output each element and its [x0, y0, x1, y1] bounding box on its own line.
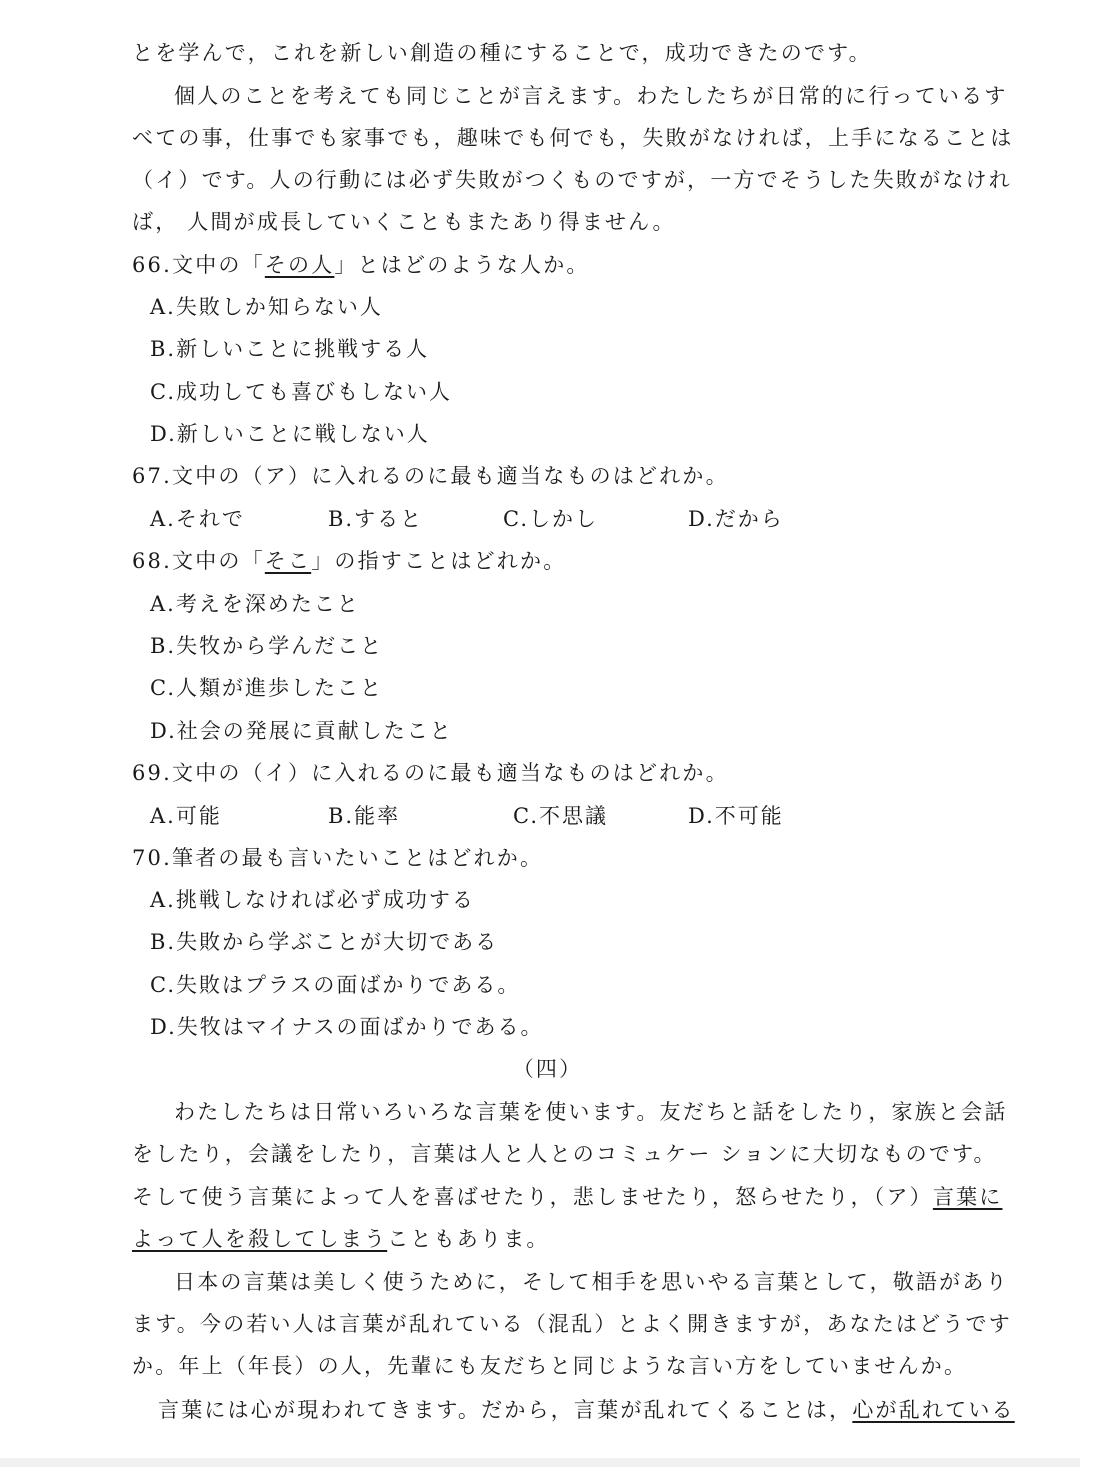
question-66-prefix: 66.文中の「 [132, 253, 265, 277]
passage-line: わたしたちは日常いろいろな言葉を使います。友だちと話をしたり，家族と会話 [174, 1100, 1008, 1124]
passage-text: そして使う言葉によって人を喜ばせたり，悲しませたり，怒らせたり，（ア） [132, 1185, 933, 1209]
question-68 [132, 546, 962, 576]
question-68-underlined: そこ [264, 549, 312, 573]
passage-line: べての事，仕事でも家事でも，趣味でも何でも，失敗がなければ，上手になることは [132, 126, 1014, 150]
q68-option-b: B.失牧から学んだこと [150, 634, 384, 658]
passage-text: 言葉には心が現われてきます。だから，言葉が乱れてくることは， [158, 1398, 853, 1422]
q67-option-b: B.すると [328, 507, 424, 531]
q66-option-d: D.新しいことに戦しない人 [150, 422, 430, 446]
q70-option-d: D.失牧はマイナスの面ばかりである。 [150, 1015, 544, 1039]
q69-option-d: D.不可能 [688, 804, 784, 828]
underlined-phrase: よって人を殺してしまう [132, 1227, 388, 1251]
q68-option-c: C.人類が進歩したこと [150, 676, 383, 700]
passage-line: ば， 人間が成長していくこともまたあり得ません。 [132, 210, 676, 234]
passage-line: とを学んで，これを新しい創造の種にすることで，成功できたのです。 [132, 41, 872, 65]
q66-option-c: C.成功しても喜びもしない人 [150, 380, 452, 404]
q69-option-b: B.能率 [328, 804, 401, 828]
question-66-suffix: 」とはどのような人か。 [334, 253, 590, 277]
q68-option-a: A.考えを深めたこと [150, 592, 360, 616]
passage-line [132, 1182, 1003, 1212]
underlined-phrase: 言葉に [932, 1185, 1003, 1209]
q66-option-b: B.新しいことに挑戦する人 [150, 337, 430, 361]
passage-line: ます。今の若い人は言葉が乱れている（混乱）とよく開きますが，あなたはどうです [132, 1312, 1012, 1336]
question-66 [132, 250, 962, 280]
passage-line: 個人のことを考えても同じことが言えます。わたしたちが日常的に行っているす [174, 84, 1008, 108]
question-67: 67.文中の（ア）に入れるのに最も適当なものはどれか。 [132, 464, 729, 488]
passage-text: こともありま。 [387, 1227, 550, 1251]
q67-option-d: D.だから [688, 507, 784, 531]
q70-option-a: A.挑戦しなければ必ず成功する [150, 888, 475, 912]
q67-option-a: A.それで [150, 507, 245, 531]
underlined-phrase: 心が乱れている [852, 1398, 1015, 1422]
question-66-underlined: その人 [264, 253, 335, 277]
q69-option-c: C.不思議 [513, 804, 608, 828]
q70-option-c: C.失敗はプラスの面ばかりである。 [150, 973, 521, 997]
page-bottom-edge [0, 1458, 1080, 1467]
passage-line [132, 1224, 962, 1254]
question-70: 70.筆者の最も言いたいことはどれか。 [132, 846, 544, 870]
question-69: 69.文中の（イ）に入れるのに最も適当なものはどれか。 [132, 761, 729, 785]
question-68-suffix: 」の指すことはどれか。 [311, 549, 567, 573]
q69-option-a: A.可能 [150, 804, 222, 828]
passage-line: 日本の言葉は美しく使うために，そして相手を思いやる言葉として，敬語があり [174, 1270, 1009, 1294]
q68-option-d: D.社会の発展に貢献したこと [150, 719, 453, 743]
q67-option-c: C.しかし [503, 507, 598, 531]
passage-line [158, 1395, 1015, 1425]
q66-option-a: A.失敗しか知らない人 [150, 295, 383, 319]
q70-option-b: B.失敗から学ぶことが大切である [150, 930, 499, 954]
passage-line: か。年上（年長）の人，先輩にも友だちと同じような言い方をしていませんか。 [132, 1354, 968, 1378]
passage-line: （イ）です。人の行動には必ず失敗がつくものですが，一方でそうした失敗がなけれ [132, 168, 1012, 192]
question-68-prefix: 68.文中の「 [132, 549, 265, 573]
section-heading: （四） [512, 1057, 583, 1081]
passage-line: をしたり，会議をしたり，言葉は人と人とのコミュケー ションに大切なものです。 [132, 1142, 997, 1166]
